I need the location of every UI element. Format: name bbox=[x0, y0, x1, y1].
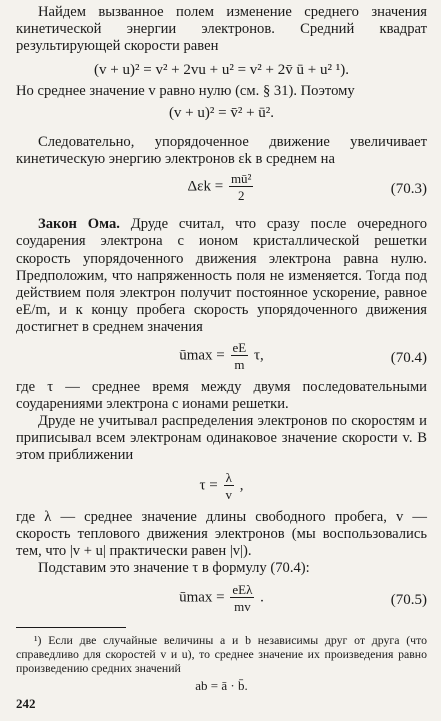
page-number: 242 bbox=[16, 696, 36, 711]
footnote-equation bbox=[16, 677, 427, 695]
equation-4-tag: (70.4) bbox=[390, 349, 427, 366]
paragraph-7: где λ — среднее значение длины свободного пробега, v — скорость теплового движения электронов (мы воспользовались тем, что |v + u| практически равен |v|). bbox=[16, 508, 427, 560]
footnote-equation-text: ab = ā · b̄. bbox=[195, 678, 248, 694]
equation-3-numerator: mū² bbox=[230, 171, 252, 187]
equation-3-tag: (70.3) bbox=[390, 181, 427, 198]
equation-6-numerator: eEλ bbox=[232, 582, 253, 598]
equation-4-lhs: ūmax = bbox=[179, 347, 225, 364]
equation-4 bbox=[16, 341, 427, 375]
paragraph-2: Но среднее значение v равно нулю (см. § 31). Поэтому bbox=[16, 82, 355, 99]
equation-2 bbox=[16, 104, 427, 122]
equation-6-tag: (70.5) bbox=[390, 592, 427, 609]
equation-3 bbox=[16, 172, 427, 206]
paragraph-4-text: Друде считал, что сразу после очередного соударения электрона с ионом кристаллической решетки скорость упорядоченного движения электрона равна нулю. Предположим, что напряженность поля не изменяется. Тогда под действием поля электрон получит постоянное ускорение, равное eE/m, и к концу пробега скорость упорядоченного движения достигнет в среднем значения bbox=[16, 216, 427, 336]
equation-3-denominator: 2 bbox=[237, 188, 245, 204]
equation-5-lhs: τ = bbox=[199, 477, 218, 494]
paragraph-5: где τ — среднее время между двумя последовательными соударениями электрона с ионами решетки. bbox=[16, 378, 427, 412]
equation-6-rhs: . bbox=[260, 589, 264, 606]
section-heading-ohm: Закон Ома. bbox=[38, 216, 120, 233]
equation-6-lhs: ūmax = bbox=[179, 589, 225, 606]
footnote: ¹) Если две случайные величины a и b независимы друг от друга (что справедливо для скоростей v и u), то среднее значение их произведения равно произведению средних значений bbox=[16, 633, 427, 676]
paragraph-6: Друде не учитывал распределения электронов по скоростям и приписывал всем электронам одинаковое значение скорости v. В этом приближении bbox=[16, 413, 427, 464]
equation-4-fraction bbox=[231, 341, 249, 371]
equation-4-denominator: m bbox=[234, 356, 245, 372]
equation-4-numerator: eE bbox=[232, 339, 247, 355]
equation-2-text: (v + u)² = v̄² + ū². bbox=[168, 104, 275, 121]
paragraph-1: Найдем вызванное полем изменение среднего значения кинетической энергии электронов. Средний квадрат результирующей скорости равен bbox=[16, 4, 427, 55]
paragraph-8: Подставим это значение τ в формулу (70.4): bbox=[38, 560, 310, 577]
equation-4-rhs: τ, bbox=[253, 347, 264, 364]
equation-5-denominator: v bbox=[225, 486, 232, 502]
equation-3-lhs: Δεk = bbox=[187, 178, 224, 195]
equation-1 bbox=[16, 61, 427, 79]
equation-3-fraction bbox=[229, 172, 254, 202]
equation-5-fraction bbox=[224, 471, 235, 501]
equation-5-numerator: λ bbox=[224, 471, 235, 486]
equation-5 bbox=[16, 471, 427, 503]
paragraph-4 bbox=[16, 216, 427, 336]
paragraph-3: Следовательно, упорядоченное движение увеличивает кинетическую энергию электронов εk в среднем на bbox=[16, 133, 427, 168]
equation-6-fraction bbox=[230, 583, 254, 613]
equation-5-rhs: , bbox=[239, 477, 244, 494]
equation-6-denominator: mv bbox=[234, 599, 251, 615]
footnote-divider bbox=[16, 627, 126, 628]
equation-1-text: (v + u)² = v² + 2vu + u² = v² + 2v̄ ū + u² ¹). bbox=[94, 61, 349, 78]
equation-6 bbox=[16, 583, 427, 617]
